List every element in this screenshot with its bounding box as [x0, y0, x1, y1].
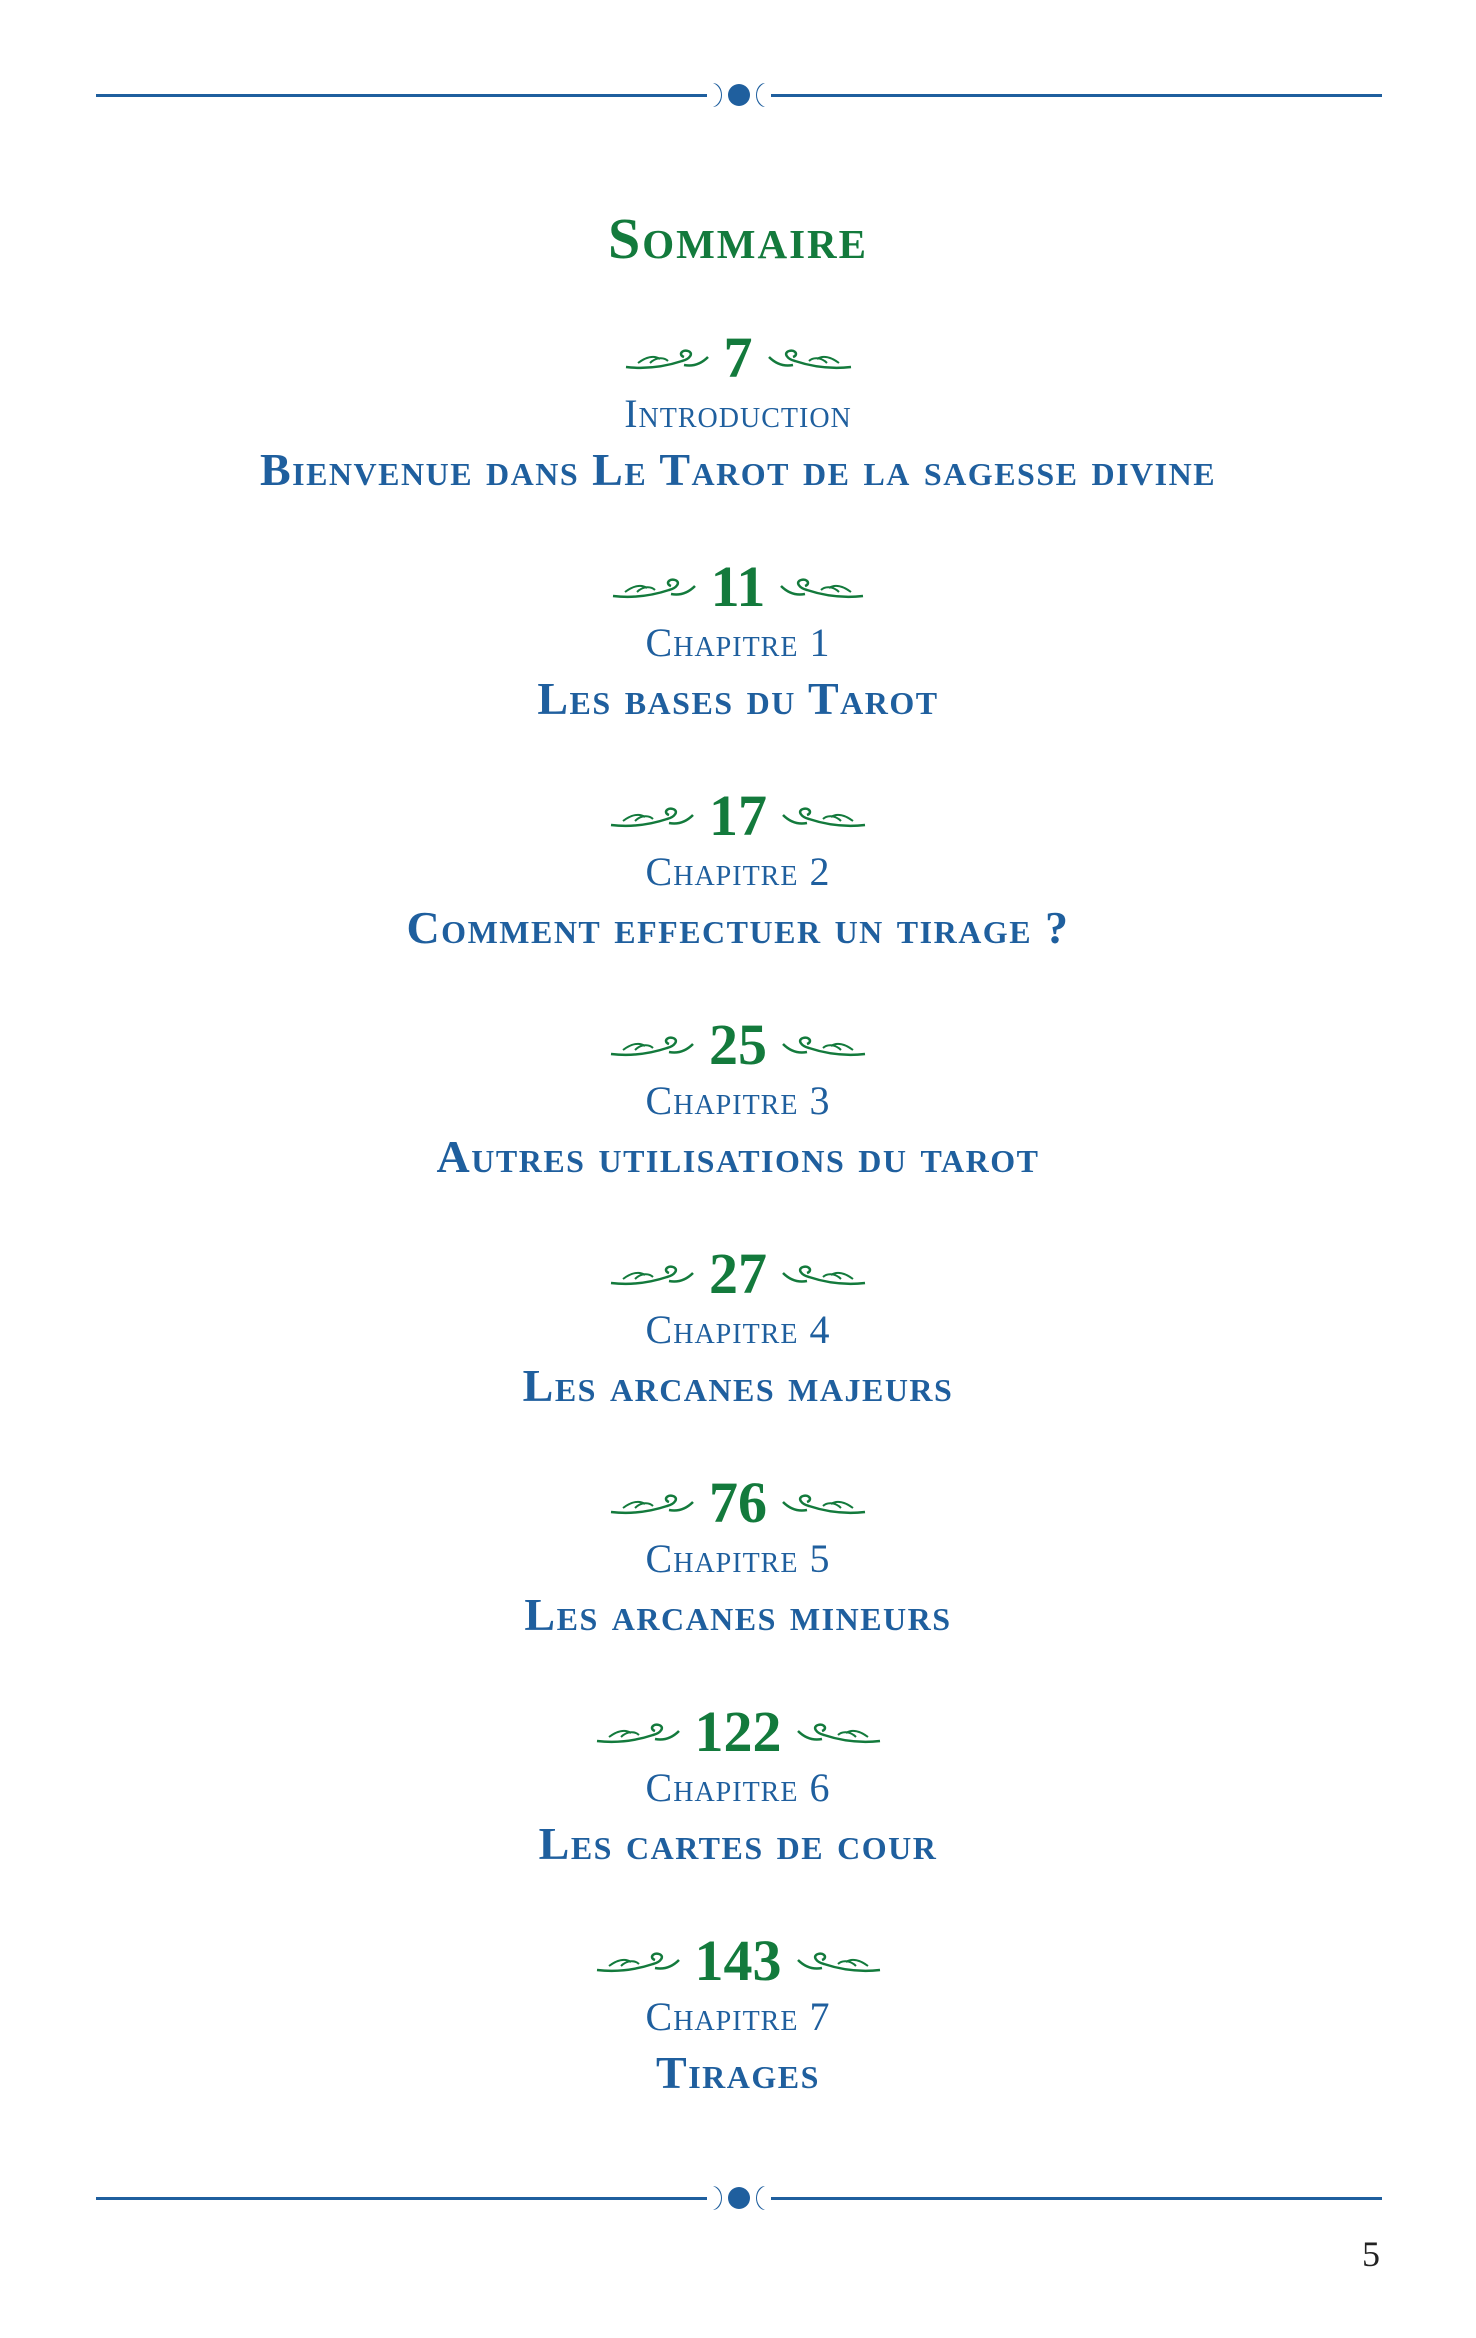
flourish-left-icon [624, 343, 710, 373]
toc-entry[interactable] [0, 1930, 1476, 2104]
folio-page-number: 5 [1362, 2234, 1380, 2274]
flourish-left-icon [609, 801, 695, 831]
chapter-label: Chapitre 1 [645, 620, 831, 665]
page-number: 25 [709, 1012, 767, 1077]
chapter-label: Chapitre 5 [645, 1536, 831, 1581]
triple-moon-icon [707, 75, 771, 115]
page-title: Sommaire [607, 206, 869, 271]
page-number: 11 [710, 554, 766, 619]
toc-entry[interactable] [0, 1472, 1476, 1646]
page-number: 17 [709, 783, 767, 848]
flourish-left-icon [609, 1488, 695, 1518]
chapter-heading: Bienvenue dans Le Tarot de la sagesse divine [259, 444, 1217, 495]
toc-entry[interactable] [0, 1701, 1476, 1875]
flourish-right-icon [779, 572, 865, 602]
chapter-label: Chapitre 2 [645, 849, 831, 894]
top-divider [96, 75, 1382, 115]
chapter-heading: Tirages [656, 2047, 820, 2098]
toc-entry[interactable] [0, 327, 1476, 501]
flourish-right-icon [781, 1259, 867, 1289]
chapter-label: Chapitre 4 [645, 1307, 831, 1352]
toc-entry[interactable] [0, 1243, 1476, 1417]
page-number: 143 [694, 1928, 782, 1993]
chapter-label: Chapitre 6 [645, 1765, 831, 1810]
toc-entry[interactable] [0, 785, 1476, 959]
bottom-divider [96, 2178, 1382, 2218]
flourish-left-icon [611, 572, 697, 602]
triple-moon-icon [707, 2178, 771, 2218]
chapter-label: Chapitre 3 [645, 1078, 831, 1123]
flourish-left-icon [595, 1946, 681, 1976]
page-number: 122 [694, 1699, 782, 1764]
chapter-heading: Les arcanes mineurs [524, 1589, 952, 1640]
chapter-heading: Les cartes de cour [538, 1818, 938, 1869]
flourish-right-icon [796, 1946, 882, 1976]
chapter-heading: Les arcanes majeurs [522, 1360, 954, 1411]
flourish-left-icon [609, 1259, 695, 1289]
toc-entry[interactable] [0, 1014, 1476, 1188]
flourish-left-icon [595, 1717, 681, 1747]
chapter-label: Chapitre 7 [645, 1994, 831, 2039]
flourish-right-icon [781, 1030, 867, 1060]
flourish-right-icon [781, 1488, 867, 1518]
chapter-label: Introduction [624, 391, 852, 436]
flourish-right-icon [767, 343, 853, 373]
flourish-right-icon [781, 801, 867, 831]
page-number: 76 [709, 1470, 767, 1535]
chapter-heading: Autres utilisations du tarot [436, 1131, 1040, 1182]
page-number: 27 [709, 1241, 767, 1306]
chapter-heading: Comment effectuer un tirage ? [406, 902, 1070, 953]
flourish-right-icon [796, 1717, 882, 1747]
chapter-heading: Les bases du Tarot [537, 673, 939, 724]
page-number: 7 [723, 325, 753, 390]
toc-entry[interactable] [0, 556, 1476, 730]
flourish-left-icon [609, 1030, 695, 1060]
